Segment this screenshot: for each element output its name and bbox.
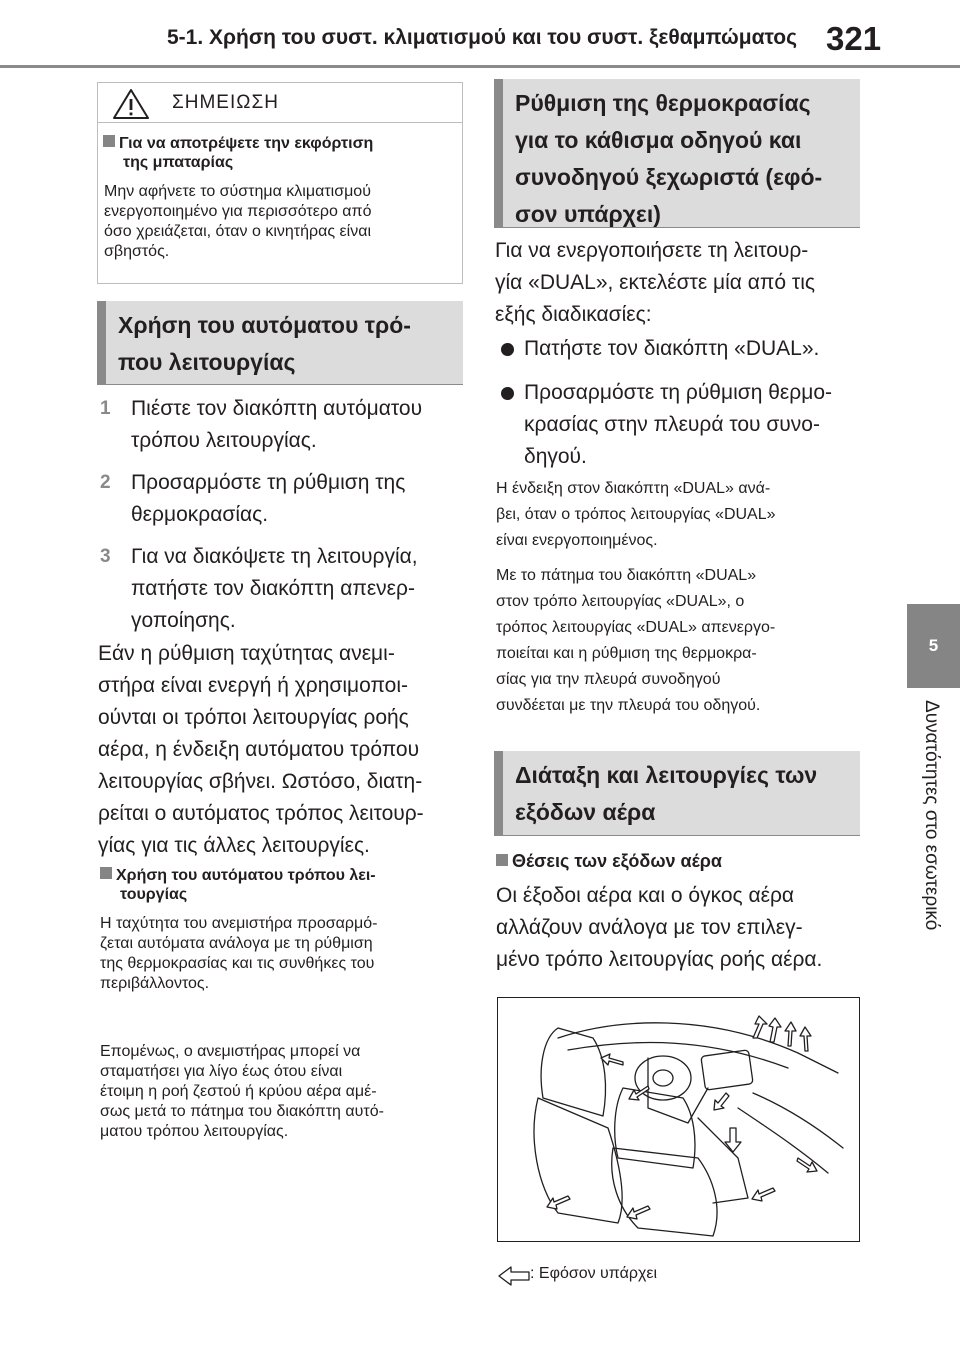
- note-line: είναι ενεργοποιημένος.: [496, 532, 658, 549]
- bullet-text-line: δηγού.: [524, 445, 587, 468]
- paragraph-line: λειτουργίας σβήνει. Ωστόσο, διατη-: [98, 770, 423, 793]
- optional-arrow-icon: [497, 1265, 531, 1287]
- step-item: [97, 467, 467, 531]
- auto-mode-subparagraph-1: [100, 914, 465, 994]
- auto-mode-subheading: [100, 866, 376, 904]
- step-item: [97, 541, 467, 637]
- section-heading-auto-mode: [97, 301, 463, 385]
- note-text-line: ενεργοποιημένο για περισσότερο από: [104, 203, 372, 220]
- dual-bullet-list: [495, 333, 865, 473]
- dual-note-1: [496, 476, 866, 554]
- bullet-item: [495, 377, 865, 473]
- note-subheading-line: Για να αποτρέψετε την εκφόρτιση: [119, 135, 374, 152]
- running-header: 5-1. Χρήση του συστ. κλιματισμού και του συστ. ξεθαμπώματος: [166, 26, 798, 49]
- figure-legend-text: : Εφόσον υπάρχει: [530, 1265, 658, 1282]
- air-outlet-subheading: [496, 851, 722, 872]
- subparagraph-line: ματου τρόπου λειτουργίας.: [100, 1123, 289, 1140]
- air-outlet-paragraph: [496, 880, 866, 976]
- heading-line: Ρύθμιση της θερμοκρασίας: [515, 90, 811, 116]
- bullet-icon: [501, 343, 514, 356]
- note-text-line: σβηστός.: [104, 243, 170, 260]
- note-line: στον τρόπο λειτουργίας «DUAL», ο: [496, 593, 745, 610]
- note-subheading: [103, 134, 373, 172]
- chapter-number: 5: [928, 636, 939, 655]
- paragraph-line: Για να ενεργοποιήσετε τη λειτουρ-: [495, 239, 809, 262]
- note-divider: [97, 122, 463, 123]
- note-title: ΣΗΜΕΙΩΣΗ: [172, 92, 279, 113]
- chapter-label: Δυνατότητες στο εσωτερικό: [921, 700, 942, 931]
- step-text-line: γοποίησης.: [131, 609, 236, 632]
- square-bullet-icon: [100, 867, 112, 879]
- heading-line: εξόδων αέρα: [515, 799, 656, 825]
- car-interior-drawing: [498, 998, 859, 1241]
- note-text-line: όσο χρειάζεται, όταν ο κινητήρας είναι: [104, 223, 372, 240]
- paragraph-line: γία «DUAL», εκτελέστε μία από τις: [495, 271, 815, 294]
- subparagraph-line: περιβάλλοντος.: [100, 975, 210, 992]
- bullet-text-line: Προσαρμόστε τη ρύθμιση θερμο-: [524, 381, 832, 404]
- heading-line: Χρήση του αυτόματου τρό-: [118, 312, 411, 338]
- step-text-line: Προσαρμόστε τη ρύθμιση της: [131, 471, 406, 494]
- subheading-text: Θέσεις των εξόδων αέρα: [512, 851, 722, 871]
- paragraph-line: ούνται οι τρόποι λειτουργίας ροής: [98, 706, 409, 729]
- heading-line: σον υπάρχει): [515, 201, 661, 227]
- paragraph-line: ρείται ο αυτόματος τρόπος λειτουρ-: [98, 802, 424, 825]
- chapter-tab: [907, 604, 960, 688]
- step-number: 1: [100, 398, 111, 419]
- subparagraph-line: σως μετά το πάτημα του διακόπτη αυτό-: [100, 1103, 384, 1120]
- heading-line: Διάταξη και λειτουργίες των: [515, 762, 818, 788]
- step-text-line: Για να διακόψετε τη λειτουργία,: [131, 545, 418, 568]
- step-item: [97, 393, 467, 457]
- note-line: Η ένδειξη στον διακόπτη «DUAL» ανά-: [496, 480, 771, 497]
- step-text-line: θερμοκρασίας.: [131, 503, 269, 526]
- bullet-item: [495, 333, 865, 365]
- note-line: τρόπος λειτουργίας «DUAL» απενεργο-: [496, 619, 776, 636]
- steps-list: [97, 393, 467, 637]
- paragraph-line: εξής διαδικασίες:: [495, 303, 652, 326]
- section-heading-air-outlets: [494, 751, 860, 836]
- paragraph-line: αέρα, η ένδειξη αυτόματου τρόπου: [98, 738, 420, 761]
- dual-note-2: [496, 563, 866, 719]
- auto-mode-subparagraph-2: [100, 1042, 465, 1142]
- step-number: 3: [100, 546, 111, 567]
- subparagraph-line: Επομένως, ο ανεμιστήρας μπορεί να: [100, 1043, 361, 1060]
- paragraph-line: Εάν η ρύθμιση ταχύτητας ανεμι-: [98, 642, 395, 665]
- subparagraph-line: ζεται αυτόματα ανάλογα με τη ρύθμιση: [100, 935, 373, 952]
- subparagraph-line: έτοιμη η ροή ζεστού ή κρύου αέρα αμέ-: [100, 1083, 377, 1100]
- note-text-line: Μην αφήνετε το σύστημα κλιματισμού: [104, 183, 371, 200]
- subparagraph-line: Η ταχύτητα του ανεμιστήρα προσαρμό-: [100, 915, 378, 932]
- dual-intro-paragraph: [495, 235, 865, 331]
- note-text: [104, 182, 459, 262]
- note-line: βει, όταν ο τρόπος λειτουργίας «DUAL»: [496, 506, 776, 523]
- note-line: σίας για την πλευρά συνοδηγού: [496, 671, 721, 688]
- subparagraph-line: σταματήσει για λίγο έως ότου είναι: [100, 1063, 343, 1080]
- note-subheading-line: της μπαταρίας: [123, 154, 234, 171]
- paragraph-line: γίας για τις άλλες λειτουργίες.: [98, 834, 370, 857]
- paragraph-line: Οι έξοδοι αέρα και ο όγκος αέρα: [496, 884, 795, 907]
- step-number: 2: [100, 472, 111, 493]
- heading-line: συνοδηγού ξεχωριστά (εφό-: [515, 164, 823, 190]
- chapter-label-container: [920, 700, 950, 1000]
- paragraph-line: αλλάζουν ανάλογα με τον επιλεγ-: [496, 916, 803, 939]
- square-bullet-icon: [103, 135, 115, 147]
- step-text-line: πατήστε τον διακόπτη απενερ-: [131, 577, 415, 600]
- bullet-text-line: Πατήστε τον διακόπτη «DUAL».: [524, 337, 820, 360]
- page-number: 321: [826, 20, 882, 57]
- auto-mode-paragraph: [98, 638, 468, 862]
- paragraph-line: στήρα είναι ενεργή ή χρησιμοποι-: [98, 674, 409, 697]
- note-line: συνδέεται με την πλευρά του οδηγού.: [496, 697, 761, 714]
- header-rule: [0, 65, 960, 68]
- square-bullet-icon: [496, 854, 508, 866]
- step-text-line: Πιέστε τον διακόπτη αυτόματου: [131, 397, 423, 420]
- note-line: ποιείται και η ρύθμιση της θερμοκρα-: [496, 645, 757, 662]
- bullet-icon: [501, 387, 514, 400]
- paragraph-line: μένο τρόπο λειτουργίας ροής αέρα.: [496, 948, 823, 971]
- subparagraph-line: της θερμοκρασίας και τις συνθήκες του: [100, 955, 375, 972]
- bullet-text-line: κρασίας στην πλευρά του συνο-: [524, 413, 820, 436]
- step-text-line: τρόπου λειτουργίας.: [131, 429, 317, 452]
- heading-line: που λειτουργίας: [118, 349, 296, 375]
- warning-triangle-icon: [112, 88, 150, 120]
- section-heading-dual-temperature: [494, 79, 860, 228]
- subheading-line: Χρήση του αυτόματου τρόπου λει-: [116, 867, 376, 884]
- heading-line: για το κάθισμα οδηγού και: [515, 127, 802, 153]
- subheading-line: τουργίας: [120, 886, 188, 903]
- note-line: Με το πάτημα του διακόπτη «DUAL»: [496, 567, 757, 584]
- air-outlet-illustration: [497, 997, 860, 1242]
